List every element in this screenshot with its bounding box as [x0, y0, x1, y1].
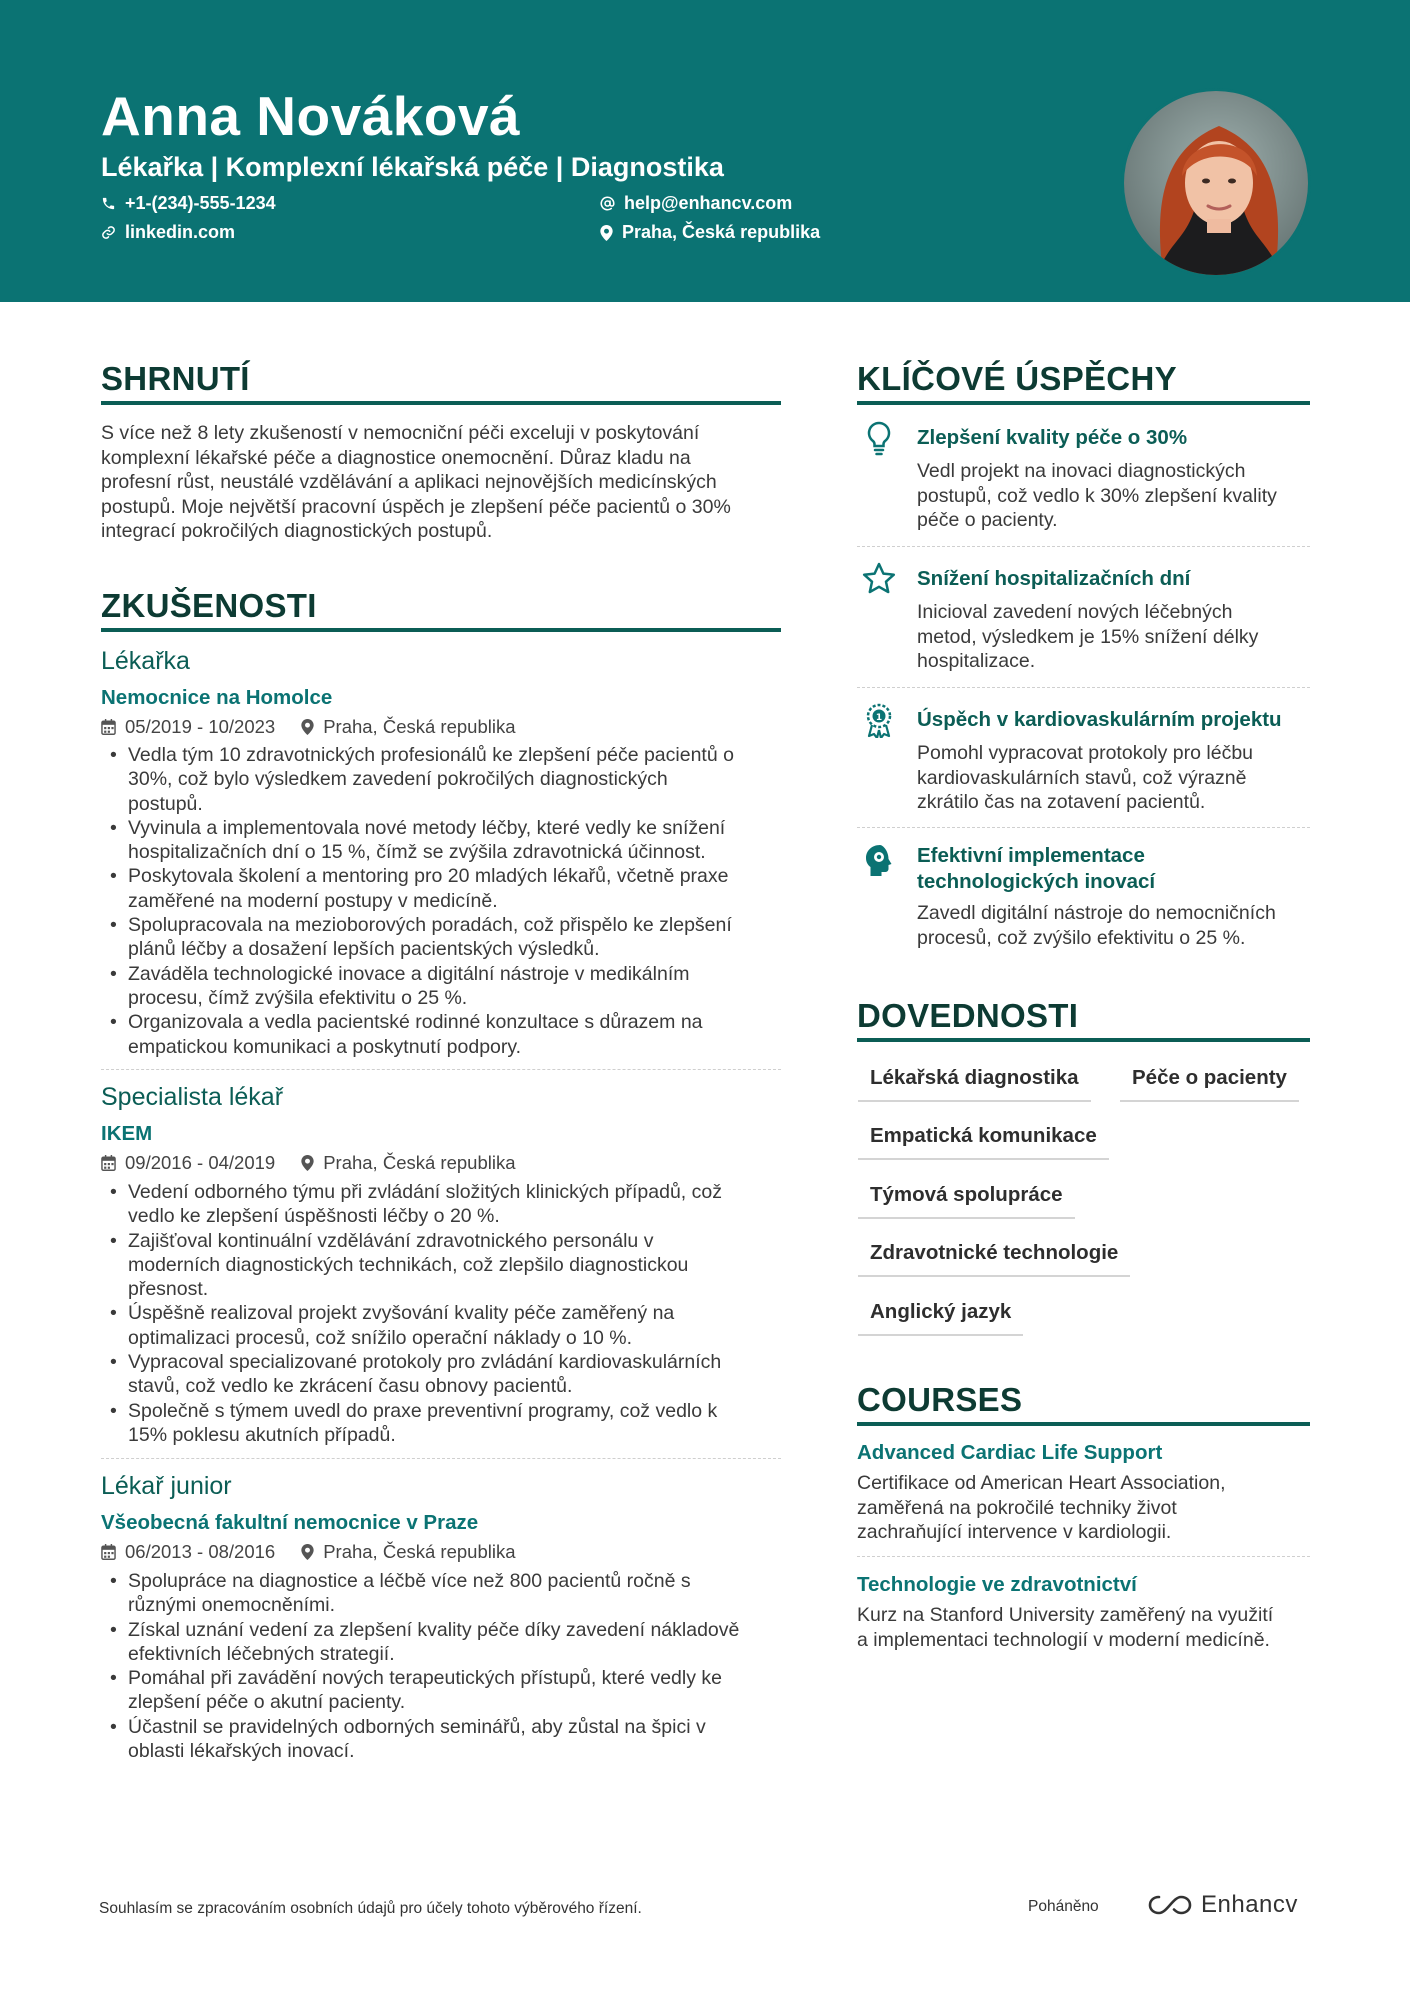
list-item: • Vyvinula a implementovala nové metody léčby, které vedly ke snížení hospitalizačních dní o 15 %, čímž se zvýšila zdravotnická účinnost. [101, 816, 791, 865]
divider [857, 827, 1310, 828]
job-location: Praha, Česká republika [323, 716, 516, 737]
job-dates: 06/2013 - 08/2016 [125, 1541, 276, 1562]
achievement-desc: Zavedl digitální nástroje do nemocničních procesů, což zvýšilo efektivitu o 25 %. [917, 902, 1276, 949]
head-gear-icon [861, 842, 897, 878]
course-title: Technologie ve zdravotnictví [857, 1573, 1137, 1596]
divider [857, 1556, 1310, 1557]
location-pin-icon [301, 1155, 314, 1171]
divider [101, 1069, 781, 1070]
header-banner [0, 0, 1410, 302]
divider [101, 1458, 781, 1459]
list-item: • Společně s týmem uvedl do praxe preventivní programy, což vedlo k 15% poklesu akutních případů. [101, 1399, 791, 1448]
job-role: Lékařka [101, 647, 190, 675]
skill-tag: Empatická komunikace [858, 1124, 1109, 1160]
skills-rule [857, 1038, 1310, 1042]
job-role: Lékař junior [101, 1472, 232, 1500]
list-item: • Získal uznání vedení za zlepšení kvality péče díky zavedení nákladově efektivních léčebných strategií. [101, 1618, 791, 1667]
list-item: • Spolupracovala na mezioborových poradách, což přispělo ke zlepšení plánů léčby a dosažení lepších pacientských výsledků. [101, 913, 791, 962]
skill-tag: Anglický jazyk [858, 1300, 1023, 1336]
job-role: Specialista lékař [101, 1083, 284, 1111]
divider [857, 687, 1310, 688]
enhancv-logo[interactable] [1147, 1891, 1298, 1919]
summary-heading: SHRNUTÍ [101, 360, 250, 397]
divider [857, 546, 1310, 547]
courses-heading: COURSES [857, 1381, 1023, 1418]
achievements-rule [857, 401, 1310, 405]
contact-email[interactable] [600, 193, 792, 214]
summary-text: S více než 8 lety zkušeností v nemocniční péči exceluji v poskytování komplexní lékařské péče a diagnostice onemocnění. Důraz kladu na profesní růst, neustálé vzdělávání a aplikaci nejnovějších medicínských postupů. Moje největší pracovní úspěch je zlepšení péče pacientů o 30% integrací pokročilých diagnostických postupů. [101, 422, 731, 542]
consent-note: Souhlasím se zpracováním osobních údajů pro účely tohoto výběrového řízení. [99, 1900, 642, 1917]
linkedin-text: linkedin.com [125, 222, 236, 242]
experience-rule [101, 628, 781, 632]
location-pin-icon [301, 1544, 314, 1560]
achievement-desc: Inicioval zavedení nových léčebných metod, výsledkem je 15% snížení délky hospitalizace. [917, 601, 1259, 672]
experience-heading: ZKUŠENOSTI [101, 587, 317, 624]
at-icon [600, 196, 615, 211]
achievement-title: Snížení hospitalizačních dní [917, 567, 1191, 590]
courses-rule [857, 1422, 1310, 1426]
list-item: • Vedení odborného týmu při zvládání složitých klinických případů, což vedlo ke zlepšení úspěšnosti léčby o 20 %. [101, 1180, 791, 1229]
achievement-title: Efektivní implementace technologických inovací [917, 844, 1156, 893]
achievement-title: Zlepšení kvality péče o 30% [917, 426, 1188, 449]
avatar [1121, 88, 1311, 278]
job-bullets [101, 1569, 791, 1763]
achievements-heading: KLÍČOVÉ ÚSPĚCHY [857, 360, 1177, 397]
list-item: • Vypracoval specializované protokoly pro zvládání kardiovaskulárních stavů, což vedlo ke zkrácení času obnovy pacientů. [101, 1350, 791, 1399]
star-icon [861, 561, 897, 597]
powered-by-label: Poháněno [1028, 1898, 1099, 1915]
skills-heading: DOVEDNOSTI [857, 997, 1079, 1034]
course-desc: Kurz na Stanford University zaměřený na využití a implementaci technologií v moderní medicíně. [857, 1604, 1274, 1651]
job-company: Nemocnice na Homolce [101, 686, 333, 709]
list-item: • Vedla tým 10 zdravotnických profesionálů ke zlepšení péče pacientů o 30%, což bylo výsledkem zavedení pokročilých diagnostických postupů. [101, 743, 791, 816]
job-meta [101, 1541, 516, 1563]
achievement-title: Úspěch v kardiovaskulárním projektu [917, 708, 1282, 731]
list-item: • Spolupráce na diagnostice a léčbě více než 800 pacientů ročně s různými onemocněními. [101, 1569, 791, 1618]
achievement-desc: Pomohl vypracovat protokoly pro léčbu kardiovaskulárních stavů, což výrazně zkrátilo čas na zotavení pacientů. [917, 742, 1254, 813]
list-item: • Pomáhal při zavádění nových terapeutických přístupů, které vedly ke zlepšení péče o akutní pacienty. [101, 1666, 791, 1715]
achievement-desc: Vedl projekt na inovaci diagnostických postupů, což vedlo k 30% zlepšení kvality péče o pacienty. [917, 460, 1277, 531]
calendar-icon [101, 1544, 116, 1560]
calendar-icon [101, 1155, 116, 1171]
phone-text: +1-(234)-555-1234 [125, 193, 276, 213]
course-title: Advanced Cardiac Life Support [857, 1441, 1163, 1464]
list-item: • Poskytovala školení a mentoring pro 20 mladých lékařů, včetně praxe zaměřené na moderní postupy v medicíně. [101, 864, 791, 913]
lightbulb-icon [861, 420, 897, 456]
contact-location [600, 222, 820, 243]
job-company: IKEM [101, 1122, 153, 1145]
candidate-name: Anna Nováková [101, 85, 521, 147]
job-bullets [101, 743, 791, 1059]
list-item: • Účastnil se pravidelných odborných seminářů, aby zůstal na špici v oblasti lékařských inovací. [101, 1715, 791, 1764]
job-company: Všeobecná fakultní nemocnice v Praze [101, 1511, 479, 1534]
contact-linkedin[interactable] [101, 222, 235, 243]
job-meta [101, 1152, 516, 1174]
job-location: Praha, Česká republika [323, 1152, 516, 1173]
phone-icon [101, 196, 116, 211]
award-icon [861, 702, 897, 738]
location-pin-icon [301, 719, 314, 735]
job-dates: 05/2019 - 10/2023 [125, 716, 276, 737]
contact-phone[interactable] [101, 193, 276, 214]
list-item: • Zaváděla technologické inovace a digitální nástroje v medikálním procesu, čímž zvýšila efektivitu o 25 %. [101, 962, 791, 1011]
candidate-headline: Lékařka | Komplexní lékařská péče | Diagnostika [101, 152, 724, 182]
list-item: • Zajišťoval kontinuální vzdělávání zdravotnického personálu v moderních diagnostických technikách, což zlepšilo diagnostickou přesnost. [101, 1229, 791, 1302]
list-item: • Organizovala a vedla pacientské rodinné konzultace s důrazem na empatickou komunikaci a poskytnutí podpory. [101, 1010, 791, 1059]
job-location: Praha, Česká republika [323, 1541, 516, 1562]
infinity-logo-icon [1147, 1893, 1193, 1917]
skill-tag: Zdravotnické technologie [858, 1241, 1130, 1277]
location-text: Praha, Česká republika [622, 222, 821, 242]
skill-tag: Péče o pacienty [1120, 1066, 1299, 1102]
summary-rule [101, 401, 781, 405]
link-icon [101, 225, 116, 240]
email-text: help@enhancv.com [624, 193, 793, 213]
svg-text:1: 1 [875, 713, 883, 723]
calendar-icon [101, 719, 116, 735]
skill-tag: Lékařská diagnostika [858, 1066, 1091, 1102]
job-dates: 09/2016 - 04/2019 [125, 1152, 276, 1173]
course-desc: Certifikace od American Heart Association, zaměřená na pokročilé techniky život zachraňující intervence v kardiologii. [857, 1472, 1226, 1543]
skill-tag: Týmová spolupráce [858, 1183, 1075, 1219]
job-bullets [101, 1180, 791, 1447]
location-pin-icon [600, 225, 613, 241]
job-meta [101, 716, 516, 738]
list-item: • Úspěšně realizoval projekt zvyšování kvality péče zaměřený na optimalizaci procesů, což snížilo operační náklady o 10 %. [101, 1301, 791, 1350]
brand-name: Enhancv [1201, 1891, 1298, 1918]
